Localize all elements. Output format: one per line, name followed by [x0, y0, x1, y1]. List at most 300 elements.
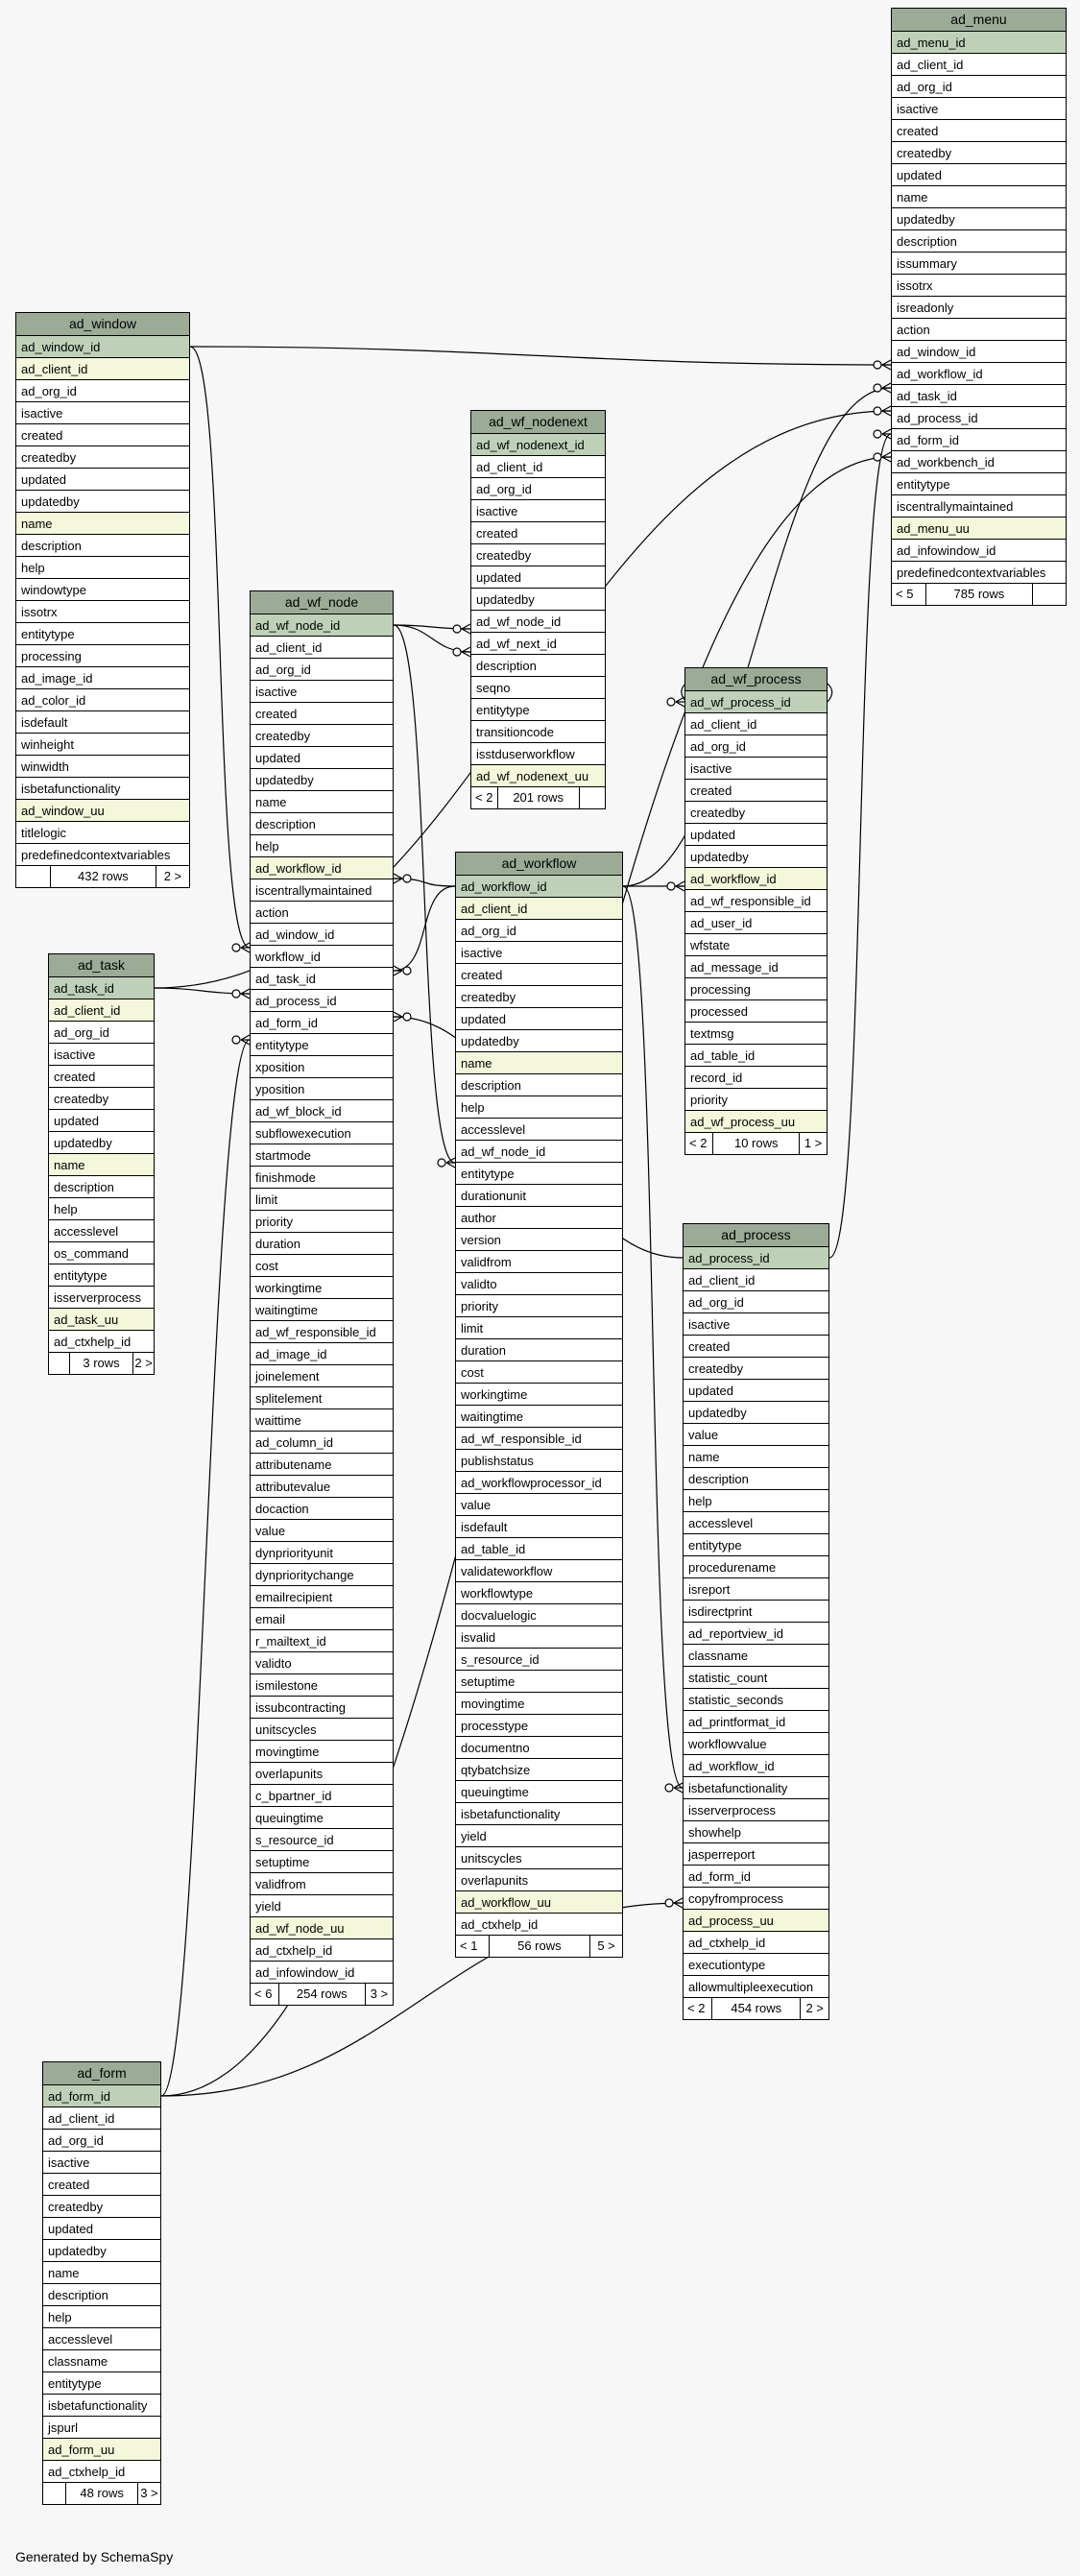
column-row[interactable]: isbetafunctionality — [684, 1777, 828, 1799]
column-row[interactable]: ad_reportview_id — [684, 1623, 828, 1645]
column-row[interactable]: help — [251, 835, 393, 857]
parent-link[interactable]: < 5 — [892, 584, 926, 605]
column-row[interactable]: ad_column_id — [251, 1432, 393, 1454]
column-row[interactable]: publishstatus — [456, 1450, 622, 1472]
column-row[interactable]: isreport — [684, 1578, 828, 1601]
column-row[interactable]: entitytype — [49, 1264, 154, 1287]
column-row[interactable]: ad_form_id — [684, 1866, 828, 1888]
column-row[interactable]: validto — [251, 1652, 393, 1674]
column-row[interactable]: ad_task_id — [49, 977, 154, 999]
column-row[interactable]: ad_wf_responsible_id — [456, 1428, 622, 1450]
column-row[interactable]: name — [684, 1446, 828, 1468]
column-row[interactable]: predefinedcontextvariables — [16, 844, 189, 866]
column-row[interactable]: workflowtype — [456, 1582, 622, 1604]
column-row[interactable]: ad_client_id — [892, 54, 1066, 76]
table-header[interactable]: ad_task — [49, 954, 154, 977]
column-row[interactable]: isbetafunctionality — [43, 2395, 160, 2417]
column-row[interactable]: setuptime — [456, 1671, 622, 1693]
column-row[interactable]: classname — [43, 2350, 160, 2372]
column-row[interactable]: email — [251, 1608, 393, 1630]
column-row[interactable]: ad_wf_node_id — [251, 614, 393, 637]
column-row[interactable]: ad_menu_uu — [892, 518, 1066, 540]
column-row[interactable]: created — [685, 780, 827, 802]
column-row[interactable]: value — [684, 1424, 828, 1446]
column-row[interactable]: os_command — [49, 1242, 154, 1264]
column-row[interactable]: isbetafunctionality — [16, 778, 189, 800]
column-row[interactable]: ad_client_id — [251, 637, 393, 659]
column-row[interactable]: help — [43, 2306, 160, 2328]
column-row[interactable]: ad_menu_id — [892, 32, 1066, 54]
column-row[interactable]: name — [456, 1052, 622, 1074]
parent-link[interactable]: < 2 — [684, 1998, 712, 2019]
column-row[interactable]: qtybatchsize — [456, 1759, 622, 1781]
child-link[interactable]: 2 > — [163, 869, 182, 883]
column-row[interactable]: waitingtime — [251, 1299, 393, 1321]
column-row[interactable]: ad_image_id — [251, 1343, 393, 1365]
column-row[interactable]: createdby — [685, 802, 827, 824]
child-link[interactable]: 3 > — [140, 2486, 158, 2500]
column-row[interactable]: description — [43, 2284, 160, 2306]
column-row[interactable]: isdefault — [456, 1516, 622, 1538]
column-row[interactable]: overlapunits — [456, 1869, 622, 1891]
crows-foot-marker — [394, 1012, 411, 1022]
column-row[interactable]: created — [43, 2174, 160, 2196]
column-row[interactable]: iscentrallymaintained — [251, 879, 393, 902]
column-row[interactable]: unitscycles — [251, 1719, 393, 1741]
column-row[interactable]: subflowexecution — [251, 1122, 393, 1144]
parent-link[interactable] — [16, 866, 51, 887]
column-row[interactable]: issotrx — [16, 601, 189, 623]
column-row[interactable]: winheight — [16, 734, 189, 756]
column-row[interactable]: updated — [49, 1110, 154, 1132]
column-row[interactable]: ad_workflowprocessor_id — [456, 1472, 622, 1494]
column-row[interactable]: splitelement — [251, 1387, 393, 1409]
column-row[interactable]: createdby — [43, 2196, 160, 2218]
column-row[interactable]: ad_infowindow_id — [251, 1962, 393, 1984]
column-row[interactable]: isactive — [16, 402, 189, 424]
column-row[interactable]: movingtime — [456, 1693, 622, 1715]
column-row[interactable]: ad_ctxhelp_id — [456, 1914, 622, 1936]
column-row[interactable]: statistic_seconds — [684, 1689, 828, 1711]
column-row[interactable]: transitioncode — [471, 721, 605, 743]
column-row[interactable]: isserverprocess — [684, 1799, 828, 1821]
column-row[interactable]: created — [49, 1066, 154, 1088]
column-row[interactable]: ad_client_id — [43, 2107, 160, 2130]
column-row[interactable]: updatedby — [684, 1402, 828, 1424]
column-row[interactable]: ad_table_id — [685, 1045, 827, 1067]
column-row[interactable]: finishmode — [251, 1167, 393, 1189]
column-row[interactable]: createdby — [251, 725, 393, 747]
column-row[interactable]: c_bpartner_id — [251, 1785, 393, 1807]
column-row[interactable]: ad_client_id — [685, 713, 827, 735]
column-row[interactable]: showhelp — [684, 1821, 828, 1843]
column-row[interactable]: isactive — [43, 2152, 160, 2174]
column-row[interactable]: action — [892, 319, 1066, 341]
column-row[interactable]: workflowvalue — [684, 1733, 828, 1755]
column-row[interactable]: setuptime — [251, 1851, 393, 1873]
column-row[interactable]: processtype — [456, 1715, 622, 1737]
column-row[interactable]: isstduserworkflow — [471, 743, 605, 765]
column-row[interactable]: validfrom — [251, 1873, 393, 1895]
column-row[interactable]: isreadonly — [892, 297, 1066, 319]
column-row[interactable]: ad_org_id — [684, 1291, 828, 1313]
column-row[interactable]: ad_image_id — [16, 667, 189, 689]
column-row[interactable]: updatedby — [251, 769, 393, 791]
column-row[interactable]: priority — [456, 1295, 622, 1317]
table-footer — [16, 866, 189, 887]
column-row[interactable]: predefinedcontextvariables — [892, 562, 1066, 584]
column-row[interactable]: ad_process_uu — [684, 1910, 828, 1932]
table-header[interactable]: ad_window — [16, 313, 189, 336]
column-row[interactable]: author — [456, 1207, 622, 1229]
column-row[interactable]: accesslevel — [456, 1119, 622, 1141]
child-link[interactable]: 2 > — [805, 2001, 824, 2015]
column-row[interactable]: ad_table_id — [456, 1538, 622, 1560]
column-row[interactable]: updatedby — [456, 1030, 622, 1052]
table-header[interactable]: ad_menu — [892, 9, 1066, 32]
column-row[interactable]: ad_process_id — [684, 1247, 828, 1269]
parent-link[interactable]: < 2 — [685, 1133, 713, 1154]
column-row[interactable]: ad_form_id — [892, 429, 1066, 451]
column-row[interactable]: xposition — [251, 1056, 393, 1078]
column-row[interactable]: created — [684, 1336, 828, 1358]
column-row[interactable]: wfstate — [685, 934, 827, 956]
row-count: 432 rows — [51, 866, 156, 887]
column-row[interactable]: isactive — [685, 758, 827, 780]
parent-link[interactable] — [43, 2483, 66, 2504]
column-row[interactable]: ad_client_id — [471, 456, 605, 478]
column-row[interactable]: waitingtime — [456, 1406, 622, 1428]
column-row[interactable]: name — [251, 791, 393, 813]
column-row[interactable]: duration — [456, 1339, 622, 1361]
column-row[interactable]: attributename — [251, 1454, 393, 1476]
column-row[interactable]: ad_ctxhelp_id — [43, 2461, 160, 2483]
column-row[interactable]: isdirectprint — [684, 1601, 828, 1623]
table-ad-form — [42, 2061, 161, 2505]
column-row[interactable]: workingtime — [251, 1277, 393, 1299]
column-row[interactable]: ad_wf_node_id — [456, 1141, 622, 1163]
column-row[interactable]: ad_org_id — [471, 478, 605, 500]
column-row[interactable]: joinelement — [251, 1365, 393, 1387]
column-row[interactable]: startmode — [251, 1144, 393, 1167]
column-row[interactable]: ad_wf_process_uu — [685, 1111, 827, 1133]
column-row[interactable]: updated — [16, 469, 189, 491]
parent-link[interactable] — [49, 1353, 70, 1374]
column-row[interactable]: entitytype — [251, 1034, 393, 1056]
column-row[interactable]: updated — [456, 1008, 622, 1030]
column-row[interactable]: name — [16, 513, 189, 535]
column-row[interactable]: isvalid — [456, 1626, 622, 1649]
column-row[interactable]: documentno — [456, 1737, 622, 1759]
column-row[interactable]: yposition — [251, 1078, 393, 1100]
column-row[interactable]: docaction — [251, 1498, 393, 1520]
column-row[interactable]: ad_org_id — [16, 380, 189, 402]
column-row[interactable]: ad_wf_responsible_id — [685, 890, 827, 912]
column-row[interactable]: issubcontracting — [251, 1697, 393, 1719]
column-row[interactable]: jasperreport — [684, 1843, 828, 1866]
column-row[interactable]: docvaluelogic — [456, 1604, 622, 1626]
column-row[interactable]: isactive — [251, 681, 393, 703]
column-row[interactable]: ad_workflow_id — [456, 876, 622, 898]
column-row[interactable]: ad_wf_next_id — [471, 633, 605, 655]
column-row[interactable]: ad_infowindow_id — [892, 540, 1066, 562]
column-row[interactable]: ad_org_id — [49, 1022, 154, 1044]
column-row[interactable]: value — [251, 1520, 393, 1542]
column-row[interactable]: dynprioritychange — [251, 1564, 393, 1586]
column-row[interactable]: iscentrallymaintained — [892, 495, 1066, 518]
column-row[interactable]: processing — [685, 978, 827, 1000]
crows-foot-marker — [874, 429, 891, 439]
column-row[interactable]: allowmultipleexecution — [684, 1976, 828, 1998]
column-row[interactable]: jspurl — [43, 2417, 160, 2439]
column-row[interactable]: isactive — [49, 1044, 154, 1066]
column-row[interactable]: ad_window_id — [16, 336, 189, 358]
column-row[interactable]: created — [251, 703, 393, 725]
column-row[interactable]: workflow_id — [251, 946, 393, 968]
column-row[interactable]: waittime — [251, 1409, 393, 1432]
column-row[interactable]: ismilestone — [251, 1674, 393, 1697]
column-row[interactable]: executiontype — [684, 1954, 828, 1976]
column-row[interactable]: durationunit — [456, 1185, 622, 1207]
column-row[interactable]: cost — [456, 1361, 622, 1384]
parent-link[interactable]: < 1 — [456, 1936, 490, 1957]
column-row[interactable]: seqno — [471, 677, 605, 699]
column-row[interactable]: updated — [251, 747, 393, 769]
column-row[interactable]: ad_wf_block_id — [251, 1100, 393, 1122]
column-row[interactable]: entitytype — [684, 1534, 828, 1556]
column-row[interactable]: createdby — [892, 142, 1066, 164]
column-row[interactable]: updatedby — [685, 846, 827, 868]
column-row[interactable]: limit — [456, 1317, 622, 1339]
column-row[interactable]: entitytype — [471, 699, 605, 721]
column-row[interactable]: isserverprocess — [49, 1287, 154, 1309]
column-row[interactable]: name — [43, 2262, 160, 2284]
column-row[interactable]: description — [684, 1468, 828, 1490]
column-row[interactable]: isdefault — [16, 711, 189, 734]
column-row[interactable]: ad_color_id — [16, 689, 189, 711]
column-row[interactable]: ad_org_id — [43, 2130, 160, 2152]
column-row[interactable]: createdby — [684, 1358, 828, 1380]
column-row[interactable]: entitytype — [43, 2372, 160, 2395]
column-row[interactable]: createdby — [49, 1088, 154, 1110]
column-row[interactable]: createdby — [16, 446, 189, 469]
column-row[interactable]: ad_wf_node_uu — [251, 1917, 393, 1939]
column-row[interactable]: validateworkflow — [456, 1560, 622, 1582]
column-row[interactable]: accesslevel — [43, 2328, 160, 2350]
column-row[interactable]: accesslevel — [49, 1220, 154, 1242]
parent-link[interactable]: < 2 — [471, 787, 498, 808]
column-row[interactable]: ad_org_id — [251, 659, 393, 681]
column-row[interactable]: created — [892, 120, 1066, 142]
column-row[interactable]: winwidth — [16, 756, 189, 778]
column-row[interactable]: created — [16, 424, 189, 446]
column-row[interactable]: name — [49, 1154, 154, 1176]
column-row[interactable]: ad_client_id — [456, 898, 622, 920]
table-header[interactable]: ad_wf_process — [685, 668, 827, 691]
column-row[interactable]: ad_wf_responsible_id — [251, 1321, 393, 1343]
crows-foot-marker — [874, 383, 891, 393]
column-row[interactable]: issotrx — [892, 275, 1066, 297]
column-row[interactable]: classname — [684, 1645, 828, 1667]
column-row[interactable]: ad_workflow_id — [251, 857, 393, 879]
child-link[interactable] — [1033, 584, 1066, 605]
table-header[interactable]: ad_wf_nodenext — [471, 411, 605, 434]
column-row[interactable]: r_mailtext_id — [251, 1630, 393, 1652]
column-row[interactable]: action — [251, 902, 393, 924]
column-row[interactable]: entitytype — [456, 1163, 622, 1185]
column-row[interactable]: statistic_count — [684, 1667, 828, 1689]
column-row[interactable]: value — [456, 1494, 622, 1516]
column-row[interactable]: ad_workflow_id — [684, 1755, 828, 1777]
column-row[interactable]: textmsg — [685, 1023, 827, 1045]
parent-link[interactable]: < 6 — [251, 1984, 279, 2005]
column-row[interactable]: ad_org_id — [892, 76, 1066, 98]
column-row[interactable]: duration — [251, 1233, 393, 1255]
column-row[interactable]: description — [49, 1176, 154, 1198]
column-row[interactable]: ad_window_id — [251, 924, 393, 946]
column-row[interactable]: ad_wf_nodenext_uu — [471, 765, 605, 787]
table-header[interactable]: ad_wf_node — [251, 591, 393, 614]
column-row[interactable]: created — [456, 964, 622, 986]
column-row[interactable]: updated — [684, 1380, 828, 1402]
table-header[interactable]: ad_form — [43, 2062, 160, 2085]
column-row[interactable]: ad_task_id — [251, 968, 393, 990]
child-link[interactable]: 2 > — [134, 1356, 153, 1370]
column-row[interactable]: ad_form_uu — [43, 2439, 160, 2461]
column-row[interactable]: unitscycles — [456, 1847, 622, 1869]
column-row[interactable]: ad_wf_node_id — [471, 611, 605, 633]
table-header[interactable]: ad_workflow — [456, 853, 622, 876]
column-row[interactable]: copyfromprocess — [684, 1888, 828, 1910]
column-row[interactable]: ad_form_id — [251, 1012, 393, 1034]
column-row[interactable]: ad_workflow_id — [892, 363, 1066, 385]
column-row[interactable]: description — [471, 655, 605, 677]
child-link[interactable]: 3 > — [370, 1986, 389, 2001]
column-row[interactable]: emailrecipient — [251, 1586, 393, 1608]
column-row[interactable]: ad_workbench_id — [892, 451, 1066, 473]
column-row[interactable]: processed — [685, 1000, 827, 1023]
column-row[interactable]: yield — [251, 1895, 393, 1917]
child-link[interactable] — [580, 787, 605, 808]
column-row[interactable]: s_resource_id — [456, 1649, 622, 1671]
column-row[interactable]: ad_client_id — [49, 999, 154, 1022]
column-row[interactable]: s_resource_id — [251, 1829, 393, 1851]
column-row[interactable]: ad_workflow_id — [685, 868, 827, 890]
column-row[interactable]: created — [471, 522, 605, 544]
column-row[interactable]: isactive — [892, 98, 1066, 120]
column-row[interactable]: ad_workflow_uu — [456, 1891, 622, 1914]
column-row[interactable]: isactive — [456, 942, 622, 964]
child-link[interactable]: 1 > — [804, 1136, 823, 1150]
column-row[interactable]: version — [456, 1229, 622, 1251]
column-row[interactable]: entitytype — [892, 473, 1066, 495]
column-row[interactable]: ad_org_id — [685, 735, 827, 758]
column-row[interactable]: description — [16, 535, 189, 557]
column-row[interactable]: titlelogic — [16, 822, 189, 844]
column-row[interactable]: processing — [16, 645, 189, 667]
column-row[interactable]: procedurename — [684, 1556, 828, 1578]
column-row[interactable]: limit — [251, 1189, 393, 1211]
column-row[interactable]: accesslevel — [684, 1512, 828, 1534]
column-row[interactable]: priority — [685, 1089, 827, 1111]
column-row[interactable]: updatedby — [43, 2240, 160, 2262]
column-row[interactable]: isactive — [471, 500, 605, 522]
column-row[interactable]: issummary — [892, 253, 1066, 275]
column-row[interactable]: validfrom — [456, 1251, 622, 1273]
column-row[interactable]: ad_ctxhelp_id — [684, 1932, 828, 1954]
column-row[interactable]: dynpriorityunit — [251, 1542, 393, 1564]
column-row[interactable]: ad_form_id — [43, 2085, 160, 2107]
column-row[interactable]: yield — [456, 1825, 622, 1847]
column-row[interactable]: ad_wf_nodenext_id — [471, 434, 605, 456]
column-row[interactable]: ad_window_uu — [16, 800, 189, 822]
column-row[interactable]: name — [892, 186, 1066, 208]
column-row[interactable]: updatedby — [892, 208, 1066, 230]
table-footer — [684, 1998, 828, 2019]
column-row[interactable]: attributevalue — [251, 1476, 393, 1498]
column-row[interactable]: updatedby — [16, 491, 189, 513]
column-row[interactable]: description — [892, 230, 1066, 253]
column-row[interactable]: ad_window_id — [892, 341, 1066, 363]
column-row[interactable]: ad_process_id — [892, 407, 1066, 429]
column-row[interactable]: help — [49, 1198, 154, 1220]
child-link[interactable]: 5 > — [597, 1938, 615, 1953]
column-row[interactable]: help — [456, 1096, 622, 1119]
column-row[interactable]: ad_task_id — [892, 385, 1066, 407]
column-row[interactable]: updated — [43, 2218, 160, 2240]
column-row[interactable]: queuingtime — [251, 1807, 393, 1829]
column-row[interactable]: ad_client_id — [684, 1269, 828, 1291]
column-row[interactable]: record_id — [685, 1067, 827, 1089]
column-row[interactable]: description — [456, 1074, 622, 1096]
column-row[interactable]: workingtime — [456, 1384, 622, 1406]
column-row[interactable]: ad_task_uu — [49, 1309, 154, 1331]
column-row[interactable]: createdby — [456, 986, 622, 1008]
column-row[interactable]: help — [16, 557, 189, 579]
column-row[interactable]: help — [684, 1490, 828, 1512]
column-row[interactable]: movingtime — [251, 1741, 393, 1763]
column-row[interactable]: ad_client_id — [16, 358, 189, 380]
column-row[interactable]: updatedby — [49, 1132, 154, 1154]
column-row[interactable]: ad_user_id — [685, 912, 827, 934]
column-row[interactable]: overlapunits — [251, 1763, 393, 1785]
column-row[interactable]: isactive — [684, 1313, 828, 1336]
column-row[interactable]: priority — [251, 1211, 393, 1233]
column-row[interactable]: cost — [251, 1255, 393, 1277]
column-row[interactable]: updatedby — [471, 589, 605, 611]
column-row[interactable]: ad_message_id — [685, 956, 827, 978]
column-row[interactable]: windowtype — [16, 579, 189, 601]
column-row[interactable]: queuingtime — [456, 1781, 622, 1803]
column-row[interactable]: entitytype — [16, 623, 189, 645]
column-row[interactable]: ad_wf_process_id — [685, 691, 827, 713]
crows-foot-marker — [874, 406, 891, 416]
column-row[interactable]: ad_process_id — [251, 990, 393, 1012]
column-row[interactable]: updated — [892, 164, 1066, 186]
column-row[interactable]: validto — [456, 1273, 622, 1295]
column-row[interactable]: ad_printformat_id — [684, 1711, 828, 1733]
column-row[interactable]: updated — [685, 824, 827, 846]
column-row[interactable]: updated — [471, 566, 605, 589]
column-row[interactable]: ad_org_id — [456, 920, 622, 942]
crows-foot-marker — [453, 647, 470, 657]
column-row[interactable]: description — [251, 813, 393, 835]
column-row[interactable]: createdby — [471, 544, 605, 566]
table-header[interactable]: ad_process — [684, 1224, 828, 1247]
column-row[interactable]: ad_ctxhelp_id — [251, 1939, 393, 1962]
column-row[interactable]: ad_ctxhelp_id — [49, 1331, 154, 1353]
column-row[interactable]: isbetafunctionality — [456, 1803, 622, 1825]
